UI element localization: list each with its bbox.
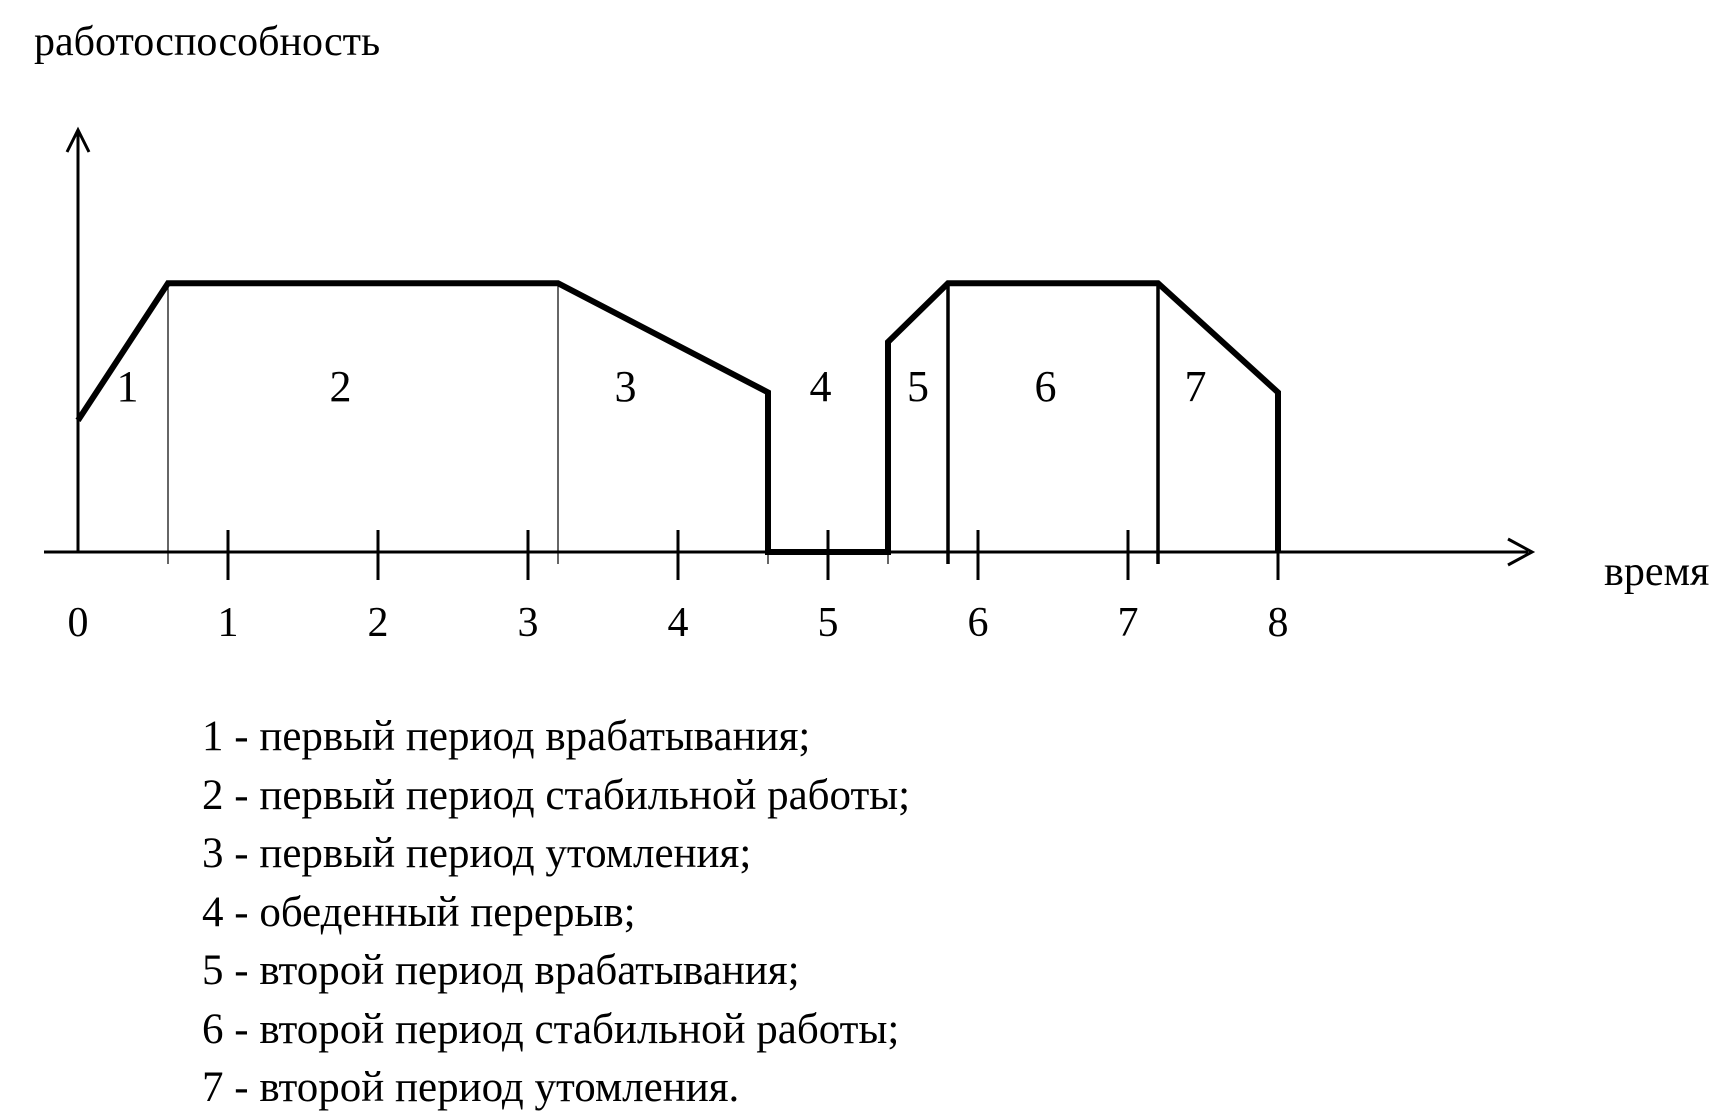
x-axis-label: время: [1604, 549, 1710, 595]
legend-item-3: 3 - первый период утомления;: [202, 830, 752, 877]
x-tick-label: 1: [217, 600, 239, 646]
legend-item-4: 4 - обеденный перерыв;: [202, 888, 636, 936]
x-tick-label: 2: [367, 600, 389, 646]
legend-item-7: 7 - второй период утомления.: [202, 1064, 740, 1111]
region-label-7: 7: [1184, 361, 1207, 411]
region-label-1: 1: [116, 361, 139, 411]
region-label-3: 3: [614, 361, 637, 411]
region-label-4: 4: [809, 361, 832, 411]
legend-item-6: 6 - второй период стабильной работы;: [202, 1005, 900, 1053]
x-tick-label: 0: [67, 600, 89, 646]
region-label-5: 5: [907, 361, 929, 411]
region-label-6: 6: [1034, 361, 1057, 411]
x-tick-label: 5: [817, 600, 839, 646]
work-capacity-curve: [78, 283, 1278, 552]
x-tick-label: 3: [517, 600, 539, 646]
x-tick-label: 6: [967, 600, 989, 646]
legend-item-1: 1 - первый период врабатывания;: [202, 713, 811, 760]
x-tick-label: 8: [1267, 600, 1289, 646]
legend-item-2: 2 - первый период стабильной работы;: [202, 771, 911, 819]
region-label-2: 2: [329, 361, 352, 411]
x-tick-label: 7: [1117, 600, 1139, 646]
x-tick-label: 4: [667, 600, 689, 646]
legend: [202, 708, 910, 1118]
legend-item-5: 5 - второй период врабатывания;: [202, 947, 800, 994]
y-axis-label: работоспособность: [34, 19, 381, 65]
